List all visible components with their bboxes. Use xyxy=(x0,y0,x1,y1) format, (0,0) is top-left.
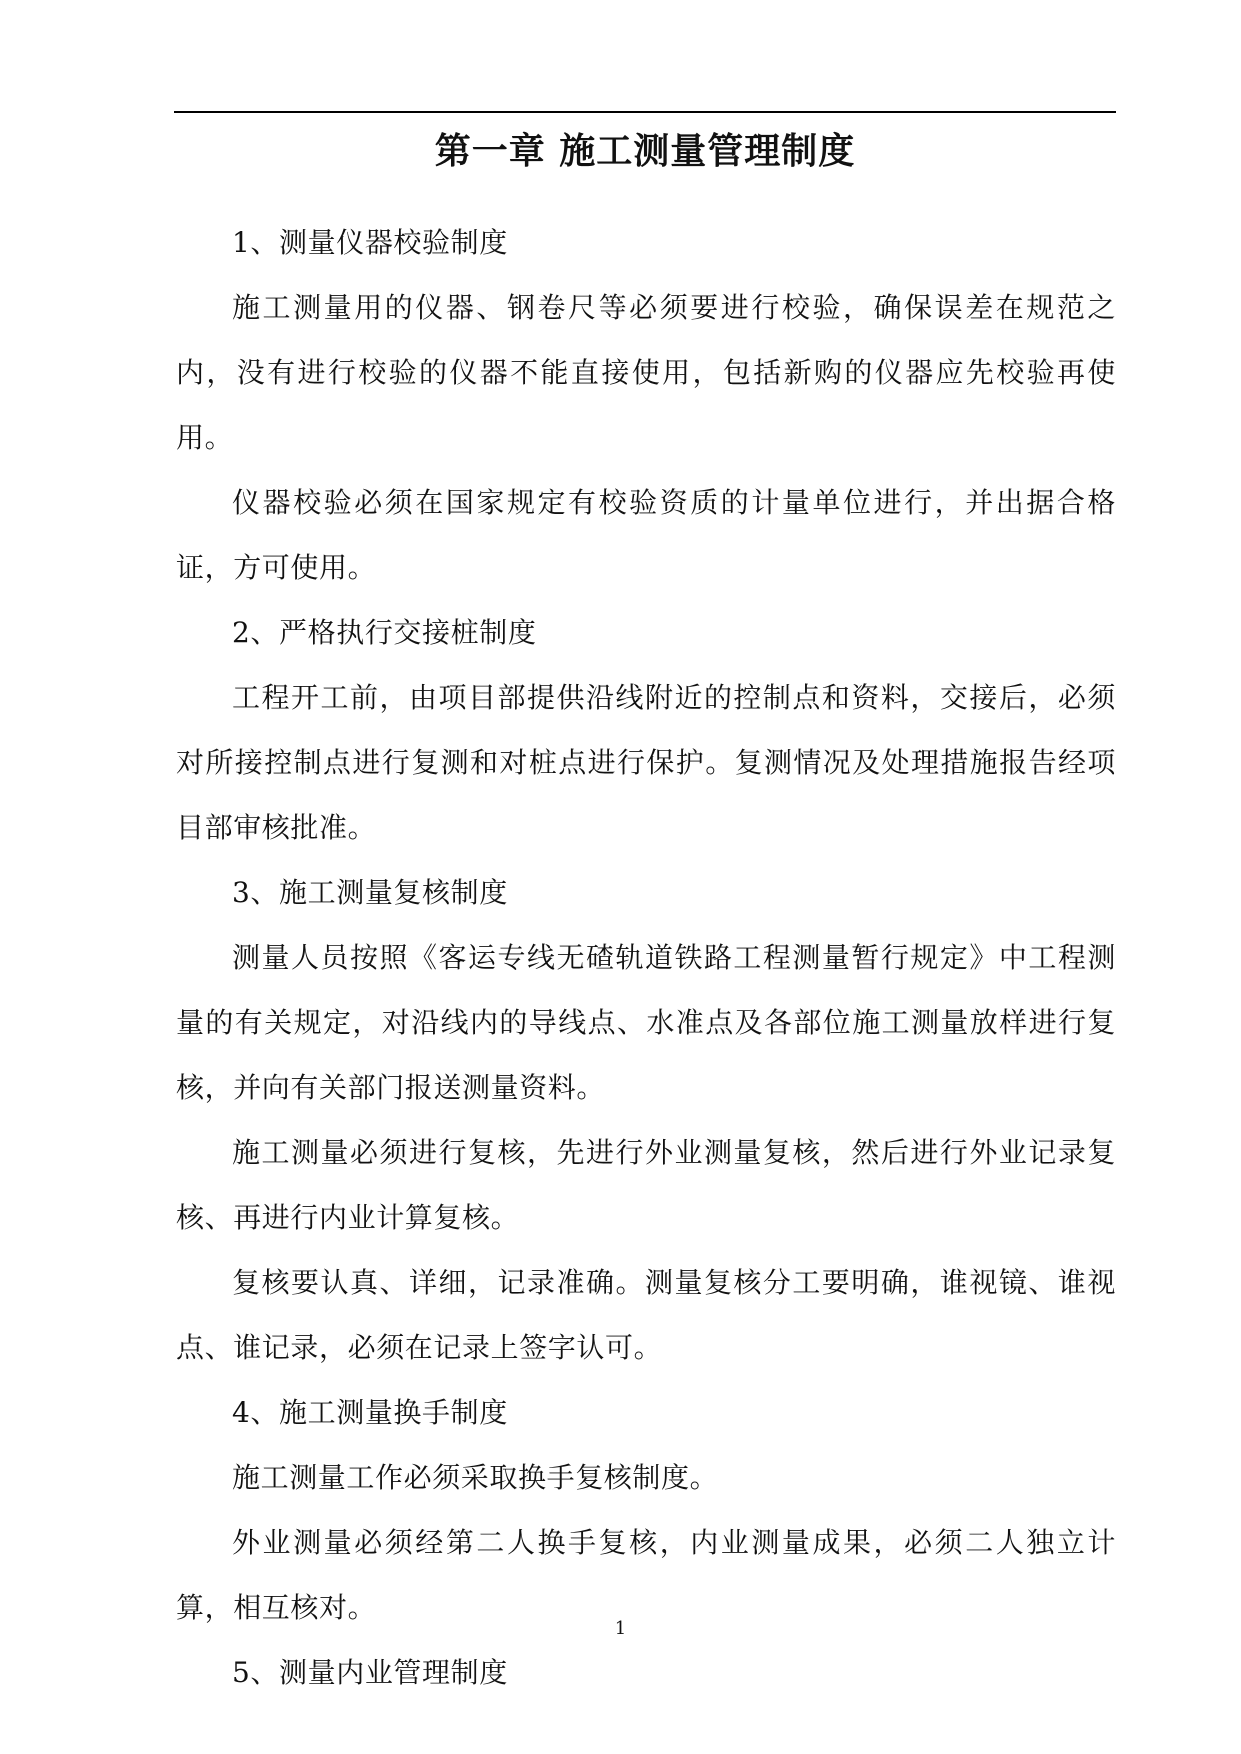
section-heading-4: 4、施工测量换手制度 xyxy=(232,1396,508,1429)
paragraph: 施工测量工作必须采取换手复核制度。 xyxy=(232,1461,719,1494)
section-heading-5: 5、测量内业管理制度 xyxy=(232,1656,508,1689)
section-heading-3: 3、施工测量复核制度 xyxy=(232,876,508,909)
section-heading-2: 2、严格执行交接桩制度 xyxy=(232,616,537,649)
paragraph: 施工测量必须进行复核，先进行外业测量复核，然后进行外业记录复核、再进行内业计算复核。 xyxy=(176,1136,1116,1234)
paragraph: 工程开工前，由项目部提供沿线附近的控制点和资料，交接后，必须对所接控制点进行复测和对桩点进行保护。复测情况及处理措施报告经项目部审核批准。 xyxy=(176,681,1116,844)
paragraph: 外业测量必须经第二人换手复核，内业测量成果，必须二人独立计算，相互核对。 xyxy=(176,1526,1116,1624)
paragraph: 施工测量用的仪器、钢卷尺等必须要进行校验，确保误差在规范之内，没有进行校验的仪器不能直接使用，包括新购的仪器应先校验再使用。 xyxy=(176,291,1116,454)
page-number: 1 xyxy=(614,1618,627,1639)
section-heading-1: 1、测量仪器校验制度 xyxy=(232,226,508,259)
header-rule xyxy=(174,111,1116,113)
paragraph: 复核要认真、详细，记录准确。测量复核分工要明确，谁视镜、谁视点、谁记录，必须在记录上签字认可。 xyxy=(176,1266,1116,1364)
paragraph: 仪器校验必须在国家规定有校验资质的计量单位进行，并出据合格证，方可使用。 xyxy=(176,486,1116,584)
body-text xyxy=(176,210,1116,1705)
chapter-title: 第一章 施工测量管理制度 xyxy=(434,131,856,172)
paragraph: 测量人员按照《客运专线无碴轨道铁路工程测量暂行规定》中工程测量的有关规定，对沿线内的导线点、水准点及各部位施工测量放样进行复核，并向有关部门报送测量资料。 xyxy=(176,941,1116,1104)
